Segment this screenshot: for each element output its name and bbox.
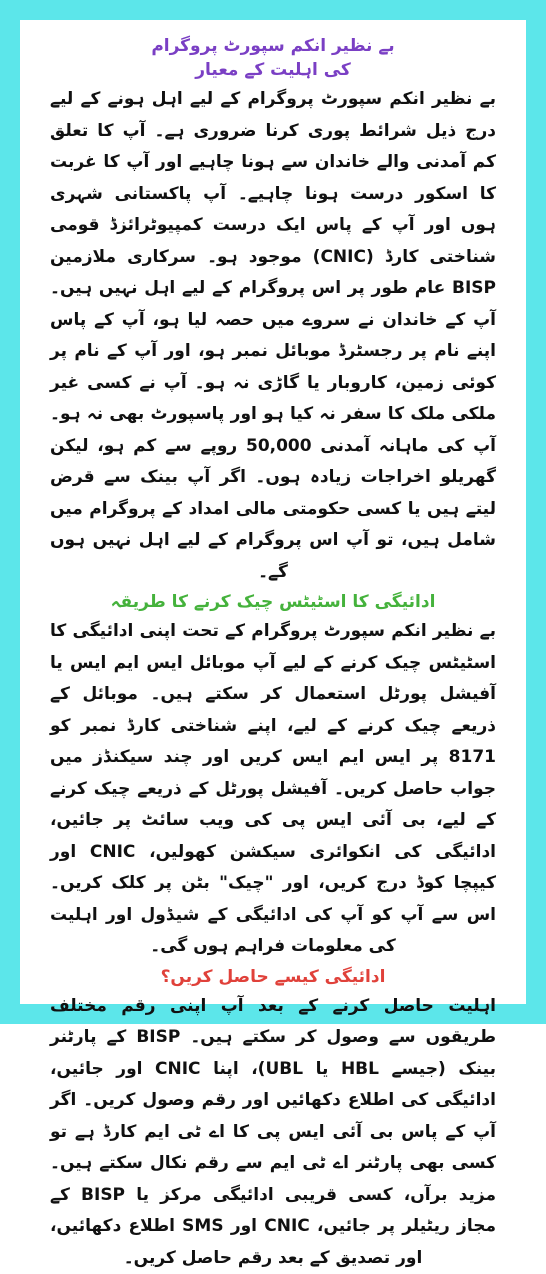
status-heading: ادائیگی کا اسٹیٹس چیک کرنے کا طریقہ [50,590,496,614]
status-paragraph: بے نظیر انکم سپورٹ پروگرام کے تحت اپنی ادائیگی کا اسٹیٹس چیک کرنے کے لیے آپ موبائل ایس ایم ایس یا آفیشل پورٹل استعمال کر سکتے ہیں۔ موبائل کے ذریعے چیک کرنے کے لیے، اپنے شناختی کارڈ نمبر کو 8171 پر ایس ایم ایس کریں اور چند سیکنڈز میں جواب حاصل کریں۔ آفیشل پورٹل کے ذریعے چیک کرنے کے لیے، بی آئی ایس پی کی ویب سائٹ پر جائیں، ادائیگی کی انکوائری سیکشن کھولیں، CNIC اور کیپچا کوڈ درج کریں، اور "چیک" بٹن پر کلک کریں۔ اس سے آپ کو آپ کی ادائیگی کے شیڈول اور اہلیت کی معلومات فراہم ہوں گی۔ [50,616,496,963]
receive-paragraph: اہلیت حاصل کرنے کے بعد آپ اپنی رقم مختلف طریقوں سے وصول کر سکتے ہیں۔ BISP کے پارٹنر بینک (جیسے HBL یا UBL)، اپنا CNIC اور جائیں، ادائیگی کی اطلاع دکھائیں اور رقم وصول کریں۔ اگر آپ کے پاس بی آئی ایس پی کا اے ٹی ایم کارڈ ہے تو کسی بھی پارٹنر اے ٹی ایم سے رقم نکال سکتے ہیں۔ مزید برآں، کسی قریبی ادائیگی مرکز یا BISP کے مجاز ریٹیلر پر جائیں، CNIC اور SMS اطلاع دکھائیں، اور تصدیق کے بعد رقم حاصل کریں۔ [50,991,496,1274]
eligibility-paragraph: بے نظیر انکم سپورٹ پروگرام کے لیے اہل ہونے کے لیے درج ذیل شرائط پوری کرنا ضروری ہے۔ آپ کا تعلق کم آمدنی والے خاندان سے ہونا چاہیے اور آپ کا غربت کا اسکور درست ہونا چاہیے۔ آپ پاکستانی شہری ہوں اور آپ کے پاس ایک درست کمپیوٹرائزڈ قومی شناختی کارڈ (CNIC) موجود ہو۔ سرکاری ملازمین BISP عام طور پر اس پروگرام کے لیے اہل نہیں ہیں۔ آپ کے خاندان نے سروے میں حصہ لیا ہو، آپ کے پاس اپنے نام پر رجسٹرڈ موبائل نمبر ہو، اور آپ کے نام پر کوئی زمین، کاروبار یا گاڑی نہ ہو۔ آپ نے کسی غیر ملکی ملک کا سفر نہ کیا ہو اور پاسپورٹ بھی نہ ہو۔ آپ کی ماہانہ آمدنی 50,000 روپے سے کم ہو، لیکن گھریلو اخراجات زیادہ ہوں۔ اگر آپ بینک سے قرض لیتے ہیں یا کسی حکومتی مالی امداد کے پروگرام میں شامل ہیں، تو آپ اس پروگرام کے لیے اہل نہیں ہوں گے۔ [50,84,496,588]
receive-heading: ادائیگی کیسے حاصل کریں؟ [50,965,496,989]
title-line-2: کی اہلیت کے معیار [50,58,496,82]
title-line-1: بے نظیر انکم سپورٹ پروگرام [50,34,496,58]
article [20,20,526,1004]
